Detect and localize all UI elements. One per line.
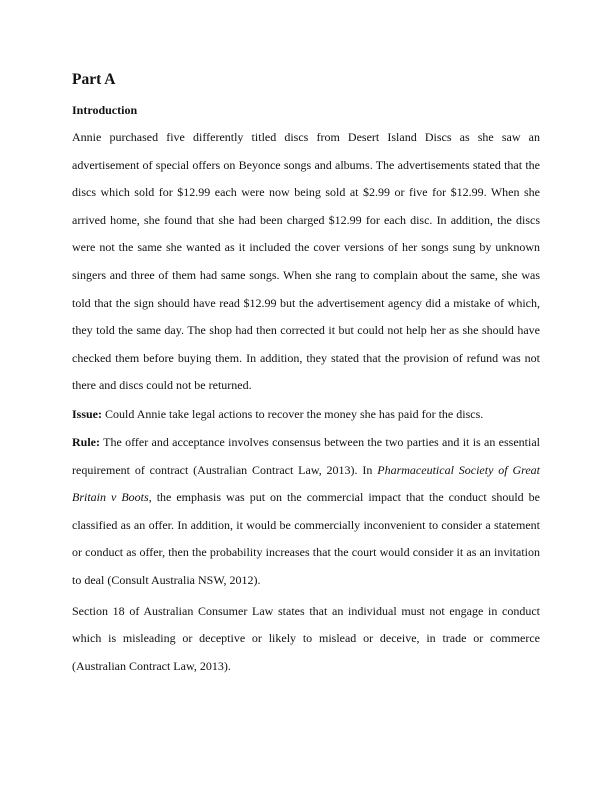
part-heading: Part A — [72, 71, 116, 88]
document-page — [72, 68, 540, 680]
issue-paragraph — [72, 402, 540, 426]
rule-paragraph — [72, 429, 540, 595]
intro-paragraph: Annie purchased five differently titled discs from Desert Island Discs as she saw an advertisement of special offers on Beyonce songs and albums. The advertisements stated that the discs which sold for $12.99 each were now being sold at $2.99 or five for $12.99. When she arrived home, she found that she had been charged $12.99 for each disc. In addition, the discs were not the same she wanted as it included the cover versions of her songs sung by unknown singers and three of them had same songs. When she rang to complain about the same, she was told that the sign should have read $12.99 but the advertisement agency did a mistake of which, they told the same day. The shop had then corrected it but could not help her as she should have checked them before buying them. In addition, they stated that the provision of refund was not there and discs could not be returned. — [72, 130, 540, 393]
issue-label: Issue: — [72, 406, 103, 421]
section-heading-introduction: Introduction — [72, 103, 138, 117]
rule-label: Rule: — [72, 434, 100, 449]
section-18-paragraph: Section 18 of Australian Consumer Law states that an individual must not engage in conduct which is misleading or deceptive or likely to mislead or deceive, in trade or commerce (Australian Contract Law, 2013). — [72, 603, 540, 673]
issue-text: Could Annie take legal actions to recover the money she has paid for the discs. — [102, 406, 484, 421]
rule-text-before-case: The offer and acceptance involves consensus between the two parties and it is an essential requirement of contract (Australian Contract Law, 2013). In — [72, 434, 540, 477]
case-name: Pharmaceutical Society of Great Britain v Boots — [72, 462, 540, 505]
rule-text-after-case: , the emphasis was put on the commercial impact that the conduct should be classified as an offer. In addition, it would be commercially inconvenient to consider a statement or conduct as offer, then the probability increases that the court would consider it as an invitation to deal (Consult Australia NSW, 2012). — [72, 490, 540, 587]
